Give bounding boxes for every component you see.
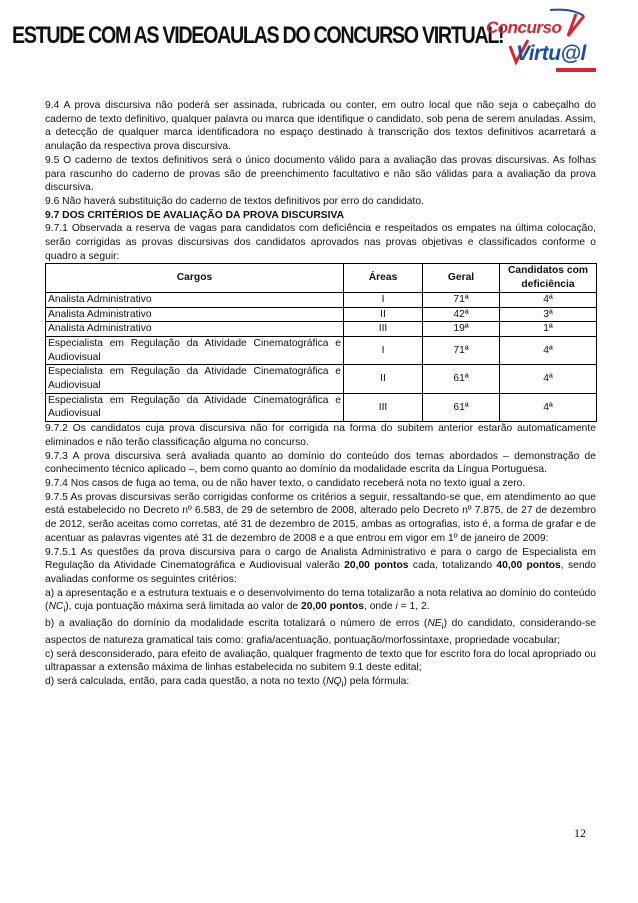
paragraph-9-5: 9.5 O caderno de textos definitivos será o único documento válido para a avaliação das provas discursivas. As folhas para rascunho do caderno de provas são de preenchimento facultativo e não são válidas para a avaliação da prova discursiva. — [45, 154, 596, 194]
cell-cargo: Analista Administrativo — [46, 307, 344, 322]
text-run: , onde — [363, 601, 396, 613]
cell-cargo: Especialista em Regulação da Atividade Cinematográfica e Audiovisual — [46, 393, 344, 421]
bold-points-per-question: 20,00 pontos — [344, 560, 409, 572]
cell-area: III — [344, 322, 423, 337]
cell-geral: 71ª — [423, 336, 500, 364]
text-run: = 1, 2. — [397, 601, 430, 613]
cell-geral: 42ª — [423, 307, 500, 322]
cell-deficiencia: 4ª — [500, 336, 597, 364]
cell-area: III — [344, 393, 423, 421]
cell-geral: 61ª — [423, 393, 500, 421]
table-row — [46, 307, 597, 322]
col-header-geral: Geral — [423, 264, 500, 292]
cell-geral: 19ª — [423, 322, 500, 337]
header-title: ESTUDE COM AS VIDEOAULAS DO CONCURSO VIRTUAL! — [12, 22, 504, 49]
col-header-areas: Áreas — [344, 264, 423, 292]
cell-cargo: Analista Administrativo — [46, 322, 344, 337]
table-header-row — [46, 264, 597, 292]
cell-cargo: Analista Administrativo — [46, 292, 344, 307]
paragraph-9-7-5: 9.7.5 As provas discursivas serão corrigidas conforme os critérios a seguir, ressaltando-se que, em atendimento ao que está estabelecido no Decreto nº 6.583, de 29 de setembro de 2008, alterado pelo Decreto nº 7.875, de 27 de dezembro de 2012, serão aceitas como corretas, até 31 de dezembro de 2015, ambas as ortografias, isto é, a forma de grafar e de acentuar as palavras vigentes até 31 de dezembro de 2008 e a que entrou em vigor em 1º de janeiro de 2009: — [45, 491, 596, 544]
criterion-c: c) será desconsiderado, para efeito de avaliação, qualquer fragmento de texto que for escrito fora do local apropriado ou ultrapassar a extensão máxima de linhas estabelecida no subitem 9.1 deste edital; — [45, 648, 596, 674]
section-heading-9-7: 9.7 DOS CRITÉRIOS DE AVALIAÇÃO DA PROVA DISCURSIVA — [45, 209, 345, 221]
vacancies-table — [45, 263, 597, 422]
col-header-deficiencia: Candidatos com deficiência — [500, 264, 597, 292]
text-run: b) a avaliação do domínio da modalidade escrita totalizará o número de erros ( — [45, 618, 428, 630]
text-run: cada, totalizando — [408, 560, 497, 572]
var-i: i — [395, 601, 398, 613]
table-row — [46, 393, 597, 421]
criterion-b — [45, 617, 596, 647]
text-run: , sendo avaliadas conforme os seguintes critérios: — [45, 560, 597, 585]
cell-deficiencia: 3ª — [500, 307, 597, 322]
cell-area: I — [344, 336, 423, 364]
paragraph-9-7-4: 9.7.4 Nos casos de fuga ao tema, ou de não haver texto, o candidato receberá nota no texto igual a zero. — [45, 477, 526, 489]
col-header-cargos: Cargos — [46, 264, 344, 292]
page-number: 12 — [574, 826, 586, 840]
text-run: ) pela fórmula: — [343, 675, 410, 687]
cell-area: I — [344, 292, 423, 307]
cell-deficiencia: 4ª — [500, 365, 597, 393]
var-subscript: i — [63, 604, 66, 615]
cell-deficiencia: 4ª — [500, 393, 597, 421]
paragraph-9-6: 9.6 Não haverá substituição do caderno de textos definitivos por erro do candidato. — [45, 195, 424, 207]
var-nq: NQ — [326, 675, 342, 687]
cell-deficiencia: 4ª — [500, 292, 597, 307]
var-nc: NC — [48, 601, 64, 613]
bold-max-points: 20,00 pontos — [301, 601, 364, 613]
logo-word-concurso: Concurso — [486, 18, 562, 37]
cell-cargo: Especialista em Regulação da Atividade Cinematográfica e Audiovisual — [46, 365, 344, 393]
cell-deficiencia: 1ª — [500, 322, 597, 337]
text-run: 9.7.5.1 As questões da prova discursiva para o cargo de Analista Administrativo e para o cargo de Especialista em Regulação da Atividade Cinematográfica e Audiovisual valerão — [45, 546, 596, 572]
cell-area: II — [344, 307, 423, 322]
paragraph-9-7-2: 9.7.2 Os candidatos cuja prova discursiva não for corrigida na forma do subitem anterior estarão automaticamente eliminados e não terão classificação alguma no concurso. — [45, 423, 596, 448]
table-row — [46, 292, 597, 307]
bold-total-points: 40,00 pontos — [496, 560, 561, 572]
paragraph-9-7-3: 9.7.3 A prova discursiva será avaliada quanto ao domínio do conteúdo dos temas abordados – demonstração de conhecimento técnico aplicado –, bem como quanto ao domínio da modalidade escrita da Língua Portuguesa. — [45, 450, 596, 476]
var-ne: NE — [427, 618, 442, 630]
paragraph-9-7-1: 9.7.1 Observada a reserva de vagas para candidatos com deficiência e respeitados os empates na última colocação, serão corrigidas as provas discursivas dos candidatos aprovados nas provas objetivas e classificados conforme o quadro a seguir: — [45, 223, 596, 262]
text-run: ) do candidato, considerando-se aspectos de natureza gramatical tais como: grafia/acentuação, pontuação/morfossintaxe, propriedade vocabular; — [45, 618, 596, 646]
cell-geral: 61ª — [423, 365, 500, 393]
var-subscript: i — [341, 678, 344, 689]
cell-geral: 71ª — [423, 292, 500, 307]
cell-cargo: Especialista em Regulação da Atividade Cinematográfica e Audiovisual — [46, 336, 344, 364]
page-header — [0, 0, 638, 92]
paragraph-9-7-5-1 — [45, 546, 596, 587]
logo-word-virtual: Virtu@l — [516, 42, 586, 65]
criterion-a — [45, 587, 596, 617]
cell-area: II — [344, 365, 423, 393]
text-run: d) será calculada, então, para cada questão, a nota no texto ( — [45, 675, 327, 687]
text-run: ), cuja pontuação máxima será limitada ao valor de — [65, 601, 302, 613]
text-run: a) a apresentação e a estrutura textuais e o desenvolvimento do tema totalizarão a nota relativa ao domínio do conteúdo ( — [45, 587, 596, 613]
table-row — [46, 365, 597, 393]
paragraph-9-4: 9.4 A prova discursiva não poderá ser assinada, rubricada ou conter, em outro local que não seja o cabeçalho do caderno de texto definitivo, qualquer palavra ou marca que identifique o candidato, sob pena de serem anuladas. Assim, a detecção de qualquer marca identificadora no espaço destinado à transcrição dos textos definitivos acarretará a anulação da respectiva prova discursiva. — [45, 100, 596, 153]
criterion-d — [45, 675, 596, 692]
table-row — [46, 322, 597, 337]
table-row — [46, 336, 597, 364]
concurso-virtual-logo[interactable] — [480, 6, 600, 76]
var-subscript: i — [441, 621, 444, 632]
document-body — [45, 99, 596, 692]
